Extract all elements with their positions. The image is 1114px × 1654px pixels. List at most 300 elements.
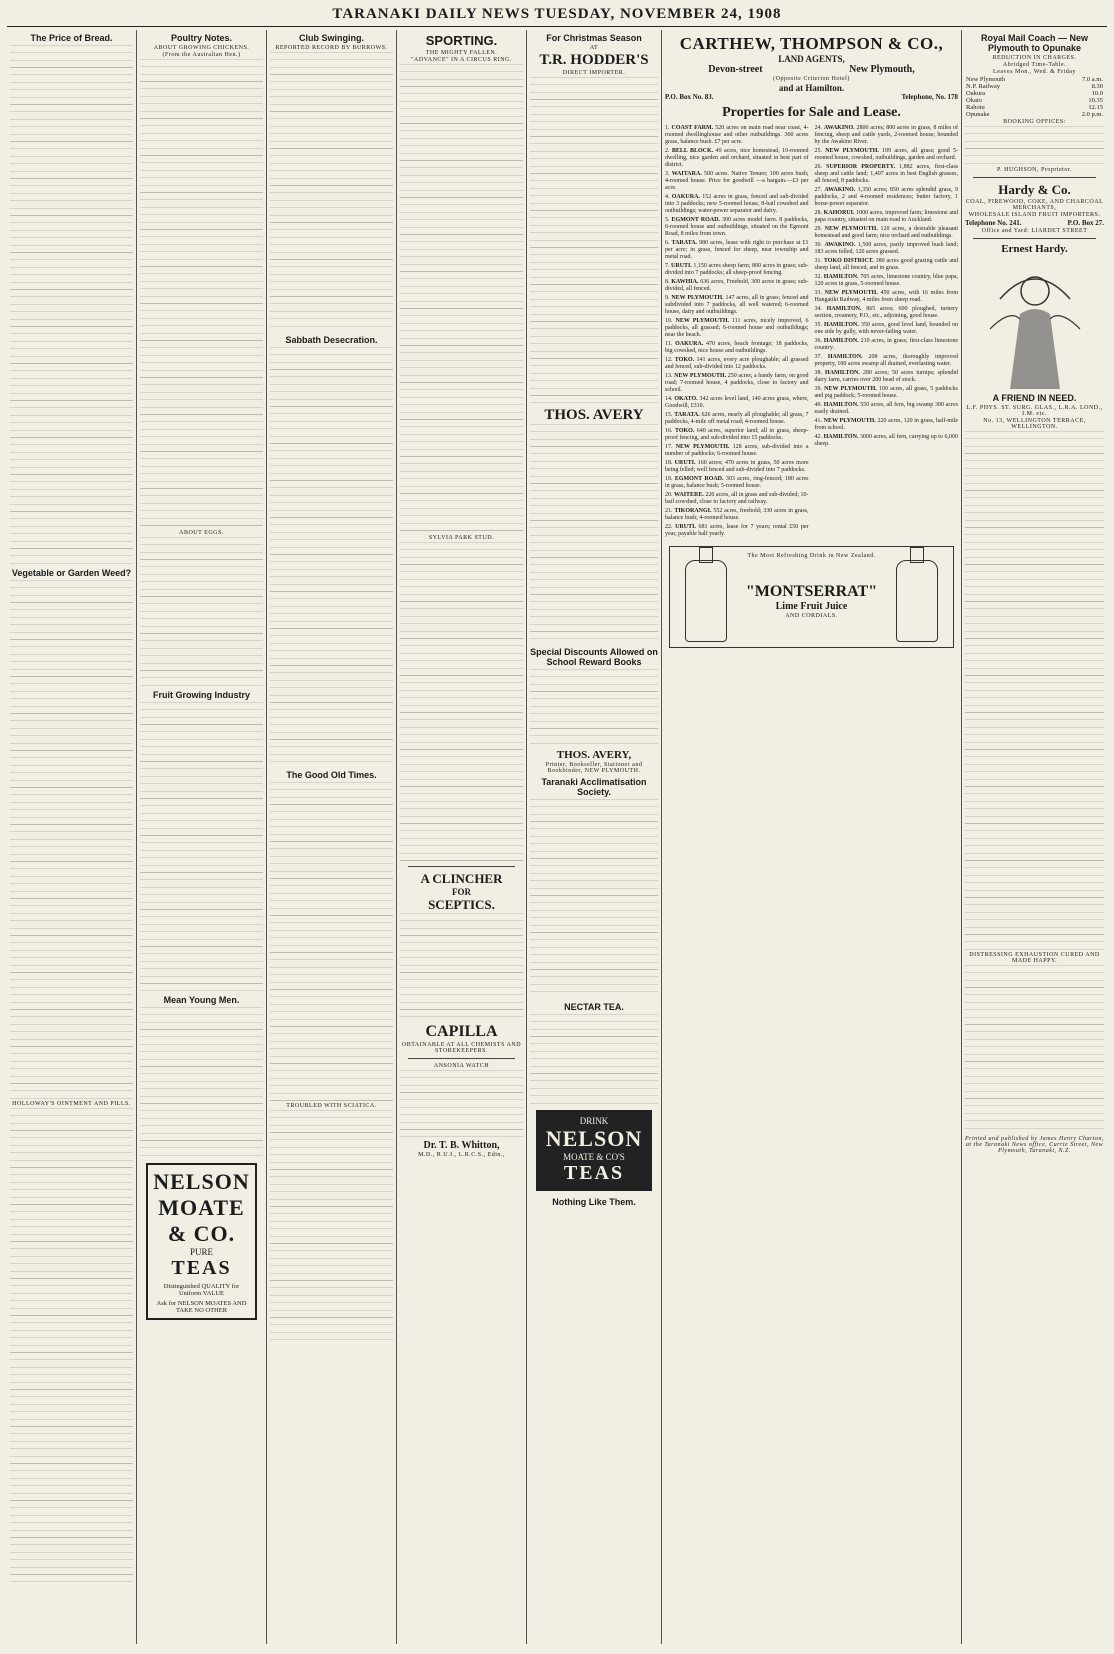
listing-name: KAWHIA. xyxy=(671,279,701,285)
property-listing xyxy=(815,290,959,304)
listing-text: 342 acres level land, 140 acres grass, where, Goodwill, £310. xyxy=(665,396,809,409)
listing-name: HAMILTON. xyxy=(826,306,867,312)
article-body xyxy=(400,542,523,862)
timetable-place: Opunake xyxy=(966,111,990,118)
ad-subtitle: WHOLESALE ISLAND FRUIT IMPORTERS. xyxy=(968,212,1101,218)
timetable-row xyxy=(965,83,1104,90)
listing-text: 49 acres, nice homestead, 10-roomed dwelling, nice garden and orchard, situated in best part of district. xyxy=(665,148,809,168)
ad-subtitle: and at Hamilton. xyxy=(778,83,845,93)
listing-name: TOKO. xyxy=(674,357,697,363)
listing-number: 22. xyxy=(665,524,676,530)
article-title: Club Swinging. xyxy=(299,33,364,43)
timetable-place: N.P. Railway xyxy=(966,83,1001,90)
article-title: The Price of Bread. xyxy=(30,33,113,43)
listing-text: 1,500 acres, partly improved bush land; 183 acres felled, 120 acres grassed. xyxy=(814,242,958,255)
listing-text: 865 acres; 600 ploughed, turnery section, creamery, P.O., etc., adjoining, good house. xyxy=(814,306,958,319)
property-listing xyxy=(665,357,809,371)
listing-text: 120 acres, a desirable pleasant homestead and good farm; nice orchard and outbuildings. xyxy=(814,226,958,239)
listing-name: NEW PLYMOUTH. xyxy=(675,318,732,324)
listing-text: 109 acres, all grass; good 5-roomed house, cowshed, outbuildings, garden and orchard. xyxy=(814,148,958,161)
street: Devon-street xyxy=(708,64,763,75)
property-listing xyxy=(815,434,959,448)
listing-text: 303 acres, ring-fenced; 180 acres in grass, balance bush; 5-roomed house. xyxy=(665,476,809,489)
listing-name: NEW PLYMOUTH. xyxy=(824,226,881,232)
article-body xyxy=(10,1108,133,1588)
listings xyxy=(665,125,958,540)
listing-number: 17. xyxy=(665,444,676,450)
property-listing xyxy=(815,418,959,432)
listing-text: 350 acres, good level land, bounded on one side by gully, with never-failing water. xyxy=(814,322,959,335)
property-listing xyxy=(665,263,809,277)
ad-title: T.R. HODDER'S xyxy=(539,52,649,68)
timetable-row xyxy=(965,111,1104,118)
property-listing xyxy=(665,428,809,442)
timetable-time: 8.30 xyxy=(1091,83,1103,90)
ad-line: PURE xyxy=(189,1247,213,1257)
listing-name: WAITERE. xyxy=(674,492,706,498)
masthead xyxy=(7,4,1107,27)
ad-subtitle: Abridged Time-Table. xyxy=(1002,62,1067,68)
property-listing xyxy=(815,370,959,384)
property-listing xyxy=(665,476,809,490)
property-listing xyxy=(665,279,809,293)
listing-text: 1000 acres, improved farm; limestone and papa country, situated on main road to Auckland. xyxy=(814,210,958,223)
listing-text: 1,150 acres sheep farm; 800 acres in grass; sub-divided into 7 paddocks; all sheep-proof fencing. xyxy=(665,263,809,276)
listing-text: 210 acres, in grass; first-class limestone country. xyxy=(814,338,958,351)
listing-number: 2. xyxy=(665,148,672,154)
property-listing xyxy=(815,306,959,320)
article-body xyxy=(140,1007,263,1157)
property-listing xyxy=(665,396,809,410)
property-listing xyxy=(665,148,809,169)
article-body xyxy=(10,580,133,1100)
timetable-row xyxy=(965,90,1104,97)
ad-subtitle: BOOKING OFFICES: xyxy=(1003,119,1066,125)
listing-name: HAMILTON. xyxy=(825,370,863,376)
nelson-moate-ad xyxy=(146,1163,257,1320)
ad-body xyxy=(965,431,1104,951)
ad-subtitle: Office and Yard: LIARDET STREET xyxy=(981,228,1088,234)
listing-number: 34. xyxy=(814,306,827,312)
listing-name: EGMONT ROAD. xyxy=(671,217,723,223)
listing-name: NEW PLYMOUTH. xyxy=(824,386,879,392)
listing-text: 220 acres, all in grass and sub-divided; 10-bail cowshed, close to factory and railway. xyxy=(665,492,809,505)
ad-line: AND CORDIALS. xyxy=(785,612,838,619)
listing-name: NEW PLYMOUTH. xyxy=(671,295,726,301)
listing-number: 33. xyxy=(814,290,825,296)
listing-name: HAMILTON. xyxy=(823,274,861,280)
property-listing xyxy=(815,258,959,272)
listing-number: 30. xyxy=(814,242,825,248)
listing-name: OAKURA. xyxy=(671,194,703,200)
listing-text: 208 acres, thoroughly improved property, 100 acres swamp all drained, everlasting water. xyxy=(814,354,959,367)
listing-text: 220 acres, 120 in grass, half-mile from school. xyxy=(814,418,959,431)
bottle-icon xyxy=(896,560,938,642)
ad-body xyxy=(530,669,658,749)
listing-name: HAMILTON. xyxy=(827,354,869,360)
city: New Plymouth, xyxy=(849,64,915,75)
ad-title: THOS. AVERY xyxy=(544,407,644,423)
property-listing xyxy=(665,508,809,522)
listing-name: NEW PLYMOUTH. xyxy=(823,418,878,424)
listing-text: 705 acres, limestone country, blue papa, 120 acres in grass, 5-roomed house. xyxy=(814,274,959,287)
listing-text: 640 acres, superior land; all in grass, sheep-proof fencing, and sub-divided into 15 paddocks. xyxy=(665,428,809,441)
property-listing xyxy=(815,402,959,416)
listing-text: 380 acres good grazing cattle and sheep land, all fenced, and in grass. xyxy=(814,258,959,271)
ad-contact-row xyxy=(665,93,958,101)
timetable-time: 2.0 p.m. xyxy=(1081,111,1103,118)
article-title: Taranaki Acclimatisation Society. xyxy=(541,777,647,797)
listing-name: SUPERIOR PROPERTY. xyxy=(826,164,900,170)
listing-text: 128 acres, sub-divided into a number of paddocks; 6-roomed house. xyxy=(665,444,809,457)
ad-subtitle: No. 13, WELLINGTON TERRACE, WELLINGTON. xyxy=(983,418,1086,430)
listing-text: 3000 acres, all fern, carrying up to 6,000 sheep. xyxy=(814,434,959,447)
listing-number: 18. xyxy=(665,460,675,466)
listing-text: 152 acres in grass, fenced and sub-divided into 3 paddocks; new 5-roomed house, 8-bail cowshed and outbuildings; water-power separator and dairy. xyxy=(665,194,809,214)
ad-line: MOATE & CO'S xyxy=(563,1152,625,1162)
property-listing xyxy=(665,444,809,458)
column-7 xyxy=(962,30,1107,1644)
property-listing xyxy=(665,295,809,316)
property-listing xyxy=(665,373,809,394)
article-title: SPORTING. xyxy=(425,33,498,48)
imprint: Printed and published by James Henry Charton, at the Taranaki News office, Currie Street, New Plymouth, Taranaki, N.Z. xyxy=(965,1136,1104,1154)
column-3 xyxy=(267,30,397,1644)
listing-text: 980 acres, lease with right to purchase at £1 per acre; in grass, fenced for sheep, near township and metal road. xyxy=(665,240,809,260)
ad-line: DRINK xyxy=(579,1116,609,1126)
ad-subtitle: Printer, Bookseller, Stationer and Bookbinder, NEW PLYMOUTH. xyxy=(545,762,643,774)
listing-number: 6. xyxy=(665,240,672,246)
listing-number: 32. xyxy=(814,274,824,280)
listing-number: 29. xyxy=(814,226,825,232)
listing-number: 9. xyxy=(665,295,672,301)
listing-name: NEW PLYMOUTH. xyxy=(674,373,728,379)
listing-name: OKATO. xyxy=(674,396,700,402)
listing-number: 28. xyxy=(814,210,824,216)
article-subtitle: TROUBLED WITH SCIATICA. xyxy=(286,1103,377,1109)
listing-text: 520 acres on main road near coast, 4-roomed dwellinghouse and other outbuildings. 360 acres grass, balance bush. £7 per acre. xyxy=(665,125,809,145)
ad-subtitle: L.F. PHYS. ST. SURG. GLAS., L.R.A. LOND., I.M. etc. xyxy=(966,405,1103,417)
ad-subtitle: REDUCTION IN CHARGES. xyxy=(992,55,1077,61)
listing-number: 24. xyxy=(814,125,824,131)
property-listing xyxy=(815,148,959,162)
property-listing xyxy=(665,125,809,146)
timetable xyxy=(965,76,1104,118)
property-listing xyxy=(815,187,959,208)
listing-name: HAMILTON. xyxy=(823,338,861,344)
listing-name: BELL BLOCK. xyxy=(671,148,716,154)
timetable-place: Rahotu xyxy=(966,104,985,111)
listing-text: 280 acres; 50 acres turnips; splendid dairy farm, carries over 200 head of stock. xyxy=(814,370,959,383)
listing-name: NEW PLYMOUTH. xyxy=(825,148,883,154)
listing-name: TOKO DISTRICT. xyxy=(823,258,876,264)
listing-number: 20. xyxy=(665,492,675,498)
divider xyxy=(973,177,1096,178)
listing-text: 626 acres, nearly all ploughable; all grass, 7 paddocks, 4-mile off metal road; 4-roomed house. xyxy=(665,412,809,425)
ad-contact-row xyxy=(965,219,1104,227)
ad-title: Royal Mail Coach — New Plymouth to Opunake xyxy=(980,33,1089,53)
nelson-moate-ad xyxy=(536,1110,652,1191)
ad-title: Dr. T. B. Whitton, xyxy=(423,1140,500,1151)
property-listing xyxy=(665,217,809,238)
ad-body xyxy=(530,424,658,644)
timetable-time: 7.0 a.m. xyxy=(1082,76,1103,83)
property-listing xyxy=(815,242,959,256)
timetable-time: 10.35 xyxy=(1088,97,1103,104)
divider xyxy=(408,1058,515,1059)
listing-name: TIKORANGI. xyxy=(674,508,714,514)
ad-title: SCEPTICS. xyxy=(428,897,495,912)
property-listing xyxy=(665,460,809,474)
listing-text: 250 acres; a handy farm, on good road; 7-roomed house, 4 paddocks, close to factory and school. xyxy=(665,373,809,393)
ad-subtitle: DISTRESSING EXHAUSTION CURED AND MADE HAPPY. xyxy=(969,952,1100,964)
listing-text: 636 acres, Freehold, 300 acres in grass; sub-divided, all fenced. xyxy=(665,279,809,292)
listing-number: 38. xyxy=(814,370,826,376)
ad-title: CAPILLA xyxy=(425,1023,498,1040)
property-listing xyxy=(665,524,809,538)
ad-product: Lime Fruit Juice xyxy=(775,600,848,612)
listing-name: TOKO. xyxy=(674,428,697,434)
timetable-time: 12.15 xyxy=(1088,104,1103,111)
listing-name: URUTI. xyxy=(671,263,694,269)
listing-name: OAKURA. xyxy=(675,341,707,347)
ad-body xyxy=(400,1070,523,1140)
timetable-time: 10.0 xyxy=(1091,90,1103,97)
timetable-row xyxy=(965,97,1104,104)
listing-name: AWAKINO. xyxy=(824,187,858,193)
ad-subtitle: OBTAINABLE AT ALL CHEMISTS AND STOREKEEPERS. xyxy=(401,1042,522,1054)
listing-number: 12. xyxy=(665,357,675,363)
listing-name: KAHORUI. xyxy=(823,210,857,216)
article-body xyxy=(530,799,658,999)
listing-number: 27. xyxy=(814,187,825,193)
columns xyxy=(7,30,1107,1644)
ad-subtitle: AT xyxy=(589,45,599,51)
ad-subtitle: LAND AGENTS, xyxy=(778,54,845,64)
listing-text: 300 acres model farm. 8 paddocks, 6-roomed house and outbuildings, situated on the Egmont Road, 8 miles from town. xyxy=(665,217,809,237)
property-listing xyxy=(665,240,809,261)
listing-number: 14. xyxy=(665,396,675,402)
article-title: Sabbath Desecration. xyxy=(285,335,378,345)
ad-title: Hardy & Co. xyxy=(998,182,1071,197)
listing-number: 15. xyxy=(665,412,675,418)
listing-text: 552 acres, freehold; 330 acres in grass, balance bush; 4-roomed house. xyxy=(665,508,809,521)
ad-brand: NELSON MOATE & CO. xyxy=(153,1169,250,1246)
ad-product: TEAS xyxy=(563,1162,625,1184)
listing-name: NEW PLYMOUTH. xyxy=(675,444,733,450)
listing-number: 13. xyxy=(665,373,675,379)
listings-left xyxy=(665,125,809,540)
article-title: Poultry Notes. xyxy=(170,33,232,43)
timetable-place: Okato xyxy=(966,97,982,104)
column-6 xyxy=(662,30,962,1644)
listing-number: 36. xyxy=(814,338,824,344)
article-subtitle: ABOUT GROWING CHICKENS. xyxy=(153,45,250,51)
ad-subtitle: Leaves Mon., Wed. & Friday xyxy=(993,69,1076,75)
property-listing xyxy=(815,322,959,336)
listing-name: HAMILTON. xyxy=(824,322,861,328)
article-title: Vegetable or Garden Weed? xyxy=(11,568,132,578)
ad-subtitle: M.D., R.U.I., L.R.C.S., Edin., xyxy=(418,1152,505,1158)
property-listing xyxy=(815,164,959,185)
listing-text: 100 acres, all grass, 5 paddocks and pig paddock; 5-roomed house. xyxy=(814,386,959,399)
listing-number: 11. xyxy=(665,341,676,347)
column-2 xyxy=(137,30,267,1644)
property-listing xyxy=(665,492,809,506)
listing-number: 41. xyxy=(814,418,824,424)
listing-number: 3. xyxy=(665,171,672,177)
listing-number: 4. xyxy=(665,194,672,200)
column-5 xyxy=(527,30,662,1644)
article-body xyxy=(140,59,263,529)
listing-text: 470 acres, beach frontage; 18 paddocks, big cowshed, nice house and outbuildings. xyxy=(665,341,809,354)
listing-number: 1. xyxy=(665,125,672,131)
ad-body xyxy=(530,77,658,407)
newspaper-page xyxy=(7,4,1107,1644)
ad-tagline: Distinguished QUALITY for Uniform VALUE xyxy=(163,1283,240,1297)
property-listing xyxy=(815,226,959,240)
ad-title: Ernest Hardy. xyxy=(1001,243,1068,255)
listing-number: 31. xyxy=(814,258,824,264)
timetable-place: Oakura xyxy=(966,90,986,97)
article-body xyxy=(400,64,523,534)
listing-name: COAST FARM. xyxy=(671,125,716,131)
listing-name: URUTI. xyxy=(675,524,699,530)
timetable-row xyxy=(965,104,1104,111)
property-listing xyxy=(665,194,809,215)
telephone: Telephone, No. 178 xyxy=(901,93,958,101)
ad-title: Special Discounts Allowed on School Reward Books xyxy=(530,647,658,667)
listing-name: URUTI. xyxy=(674,460,698,466)
listing-name: WAITARA. xyxy=(671,171,704,177)
ad-title: CARTHEW, THOMPSON & CO., xyxy=(679,34,944,53)
ad-title: A FRIEND IN NEED. xyxy=(992,393,1077,403)
ad-title: THOS. AVERY, xyxy=(556,749,632,761)
article-subtitle: REPORTED RECORD BY BURROWS. xyxy=(275,45,388,51)
listing-number: 40. xyxy=(814,402,824,408)
article-title: Fruit Growing Industry xyxy=(153,690,250,700)
listing-number: 42. xyxy=(814,434,824,440)
property-listing xyxy=(665,171,809,192)
article-body xyxy=(270,52,393,332)
property-listing xyxy=(665,412,809,426)
article-subtitle: THE MIGHTY FALLEN. xyxy=(425,50,498,56)
column-1 xyxy=(7,30,137,1644)
listing-name: TARATA. xyxy=(671,240,700,246)
listing-number: 26. xyxy=(814,164,827,170)
listing-name: NEW PLYMOUTH. xyxy=(824,290,881,296)
listing-name: AWAKINO. xyxy=(823,125,857,131)
ad-brand: NELSON xyxy=(545,1126,643,1151)
telephone: Telephone No. 241. xyxy=(965,219,1022,227)
listing-text: 500 acres. Native Tenure; 100 acres bush; 4-roomed house. Price for goodwill —a bargain.—£3 per acre. xyxy=(665,171,809,191)
article-subtitle: (From the Australian Hen.) xyxy=(162,52,241,58)
bottle-icon xyxy=(685,560,727,642)
listing-number: 8. xyxy=(665,279,672,285)
article-body xyxy=(270,1110,393,1340)
listing-name: HAMILTON. xyxy=(823,434,860,440)
ad-tagline: Nothing Like Them. xyxy=(552,1197,636,1207)
article-body xyxy=(140,537,263,687)
listing-number: 19. xyxy=(665,476,675,482)
timetable-row xyxy=(965,76,1104,83)
listing-number: 39. xyxy=(814,386,825,392)
ad-title: A CLINCHER xyxy=(420,871,503,886)
ad-subtitle: ANSONIA WATCH xyxy=(433,1063,490,1069)
listing-number: 35. xyxy=(814,322,825,328)
column-4 xyxy=(397,30,527,1644)
listing-name: HAMILTON. xyxy=(823,402,861,408)
listing-text: 550 acres, all fern, big swamp 300 acres easily drained. xyxy=(814,402,958,415)
listings-title: Properties for Sale and Lease. xyxy=(722,105,901,120)
ad-product: TEAS xyxy=(171,1257,232,1279)
listing-text: 1,350 acres; 850 acres splendid grass, 9 paddocks, 2 and 4-roomed residences; butter factory, 1 horse-power separator. xyxy=(814,187,958,207)
listing-text: 1,882 acres, first-class sheep and cattle land; 1,407 acres in best English grasses, all fenced, 8 paddocks. xyxy=(814,164,958,184)
listing-text: 141 acres, every acre ploughable; all grassed and fenced, sub-divided into 12 paddocks. xyxy=(665,357,809,370)
ad-subtitle: P. HUGHSON, Proprietor. xyxy=(996,167,1072,173)
property-listing xyxy=(665,318,809,339)
article-body xyxy=(10,45,133,565)
listing-text: 111 acres, nicely improved, 6 paddocks, all grassed; 6-roomed house and outbuildings; near the beach. xyxy=(665,318,809,338)
article-title: The Good Old Times. xyxy=(286,770,377,780)
property-listing xyxy=(815,274,959,288)
ad-tagline: The Most Refreshing Drink in New Zealand. xyxy=(747,553,876,559)
timetable-place: New Plymouth xyxy=(966,76,1006,83)
ad-subtitle: COAL, FIREWOOD, COKE, AND CHARCOAL MERCHANTS, xyxy=(965,199,1104,211)
property-listing xyxy=(665,341,809,355)
divider xyxy=(973,238,1096,239)
listing-number: 21. xyxy=(665,508,675,514)
listing-number: 7. xyxy=(665,263,672,269)
ad-subtitle: DIRECT IMPORTER. xyxy=(562,70,626,76)
article-body xyxy=(270,347,393,767)
listing-number: 5. xyxy=(665,217,672,223)
listing-number: 10. xyxy=(665,318,676,324)
listing-name: AWAKINO. xyxy=(824,242,858,248)
ad-title: For Christmas Season xyxy=(546,33,642,43)
article-title: HOLLOWAY'S OINTMENT AND PILLS. xyxy=(12,1101,131,1107)
ad-footer: Ask for NELSON MOATES AND TAKE NO OTHER xyxy=(156,1300,247,1314)
property-listing xyxy=(815,210,959,224)
article-subtitle: "ADVANCE" IN A CIRCUS RING. xyxy=(411,57,512,63)
article-subtitle: SYLVIA PARK STUD. xyxy=(428,535,495,541)
ad-location xyxy=(665,64,958,75)
ad-body xyxy=(965,126,1104,166)
property-listing xyxy=(815,338,959,352)
po-box: P.O. Box 27. xyxy=(1067,219,1104,227)
ad-body xyxy=(530,1014,658,1104)
ad-brand: "MONTSERRAT" xyxy=(745,582,878,600)
listing-text: 2800 acres; 800 acres in grass, 8 miles of fencing, sheep and cattle yards, 2-roomed house; bounded by the Awakino River. xyxy=(814,125,959,145)
listing-number: 25. xyxy=(814,148,826,154)
listing-number: 37. xyxy=(814,354,828,360)
ad-title: NECTAR TEA. xyxy=(564,1002,624,1012)
property-listing xyxy=(815,386,959,400)
listing-text: 147 acres, all in grass; fenced and subdivided into 7 paddocks, all well watered; 6-roomed house, dairy and outbuildings. xyxy=(665,295,809,315)
listing-name: EGMONT ROAD. xyxy=(674,476,726,482)
listing-text: 450 acres, with 16 miles from Hangatiki Railway, 4 miles from sheep road. xyxy=(814,290,958,303)
article-subtitle: ABOUT EGGS. xyxy=(179,530,224,536)
listing-name: TARATA. xyxy=(674,412,702,418)
illustration-icon xyxy=(980,259,1090,389)
ad-title: FOR xyxy=(452,887,471,897)
listing-number: 16. xyxy=(665,428,675,434)
masthead-title: TARANAKI DAILY NEWS TUESDAY, NOVEMBER 24, 1908 xyxy=(332,6,782,22)
article-body xyxy=(140,702,263,992)
ad-body xyxy=(965,965,1104,1135)
property-listing xyxy=(815,125,959,146)
divider xyxy=(408,866,515,867)
